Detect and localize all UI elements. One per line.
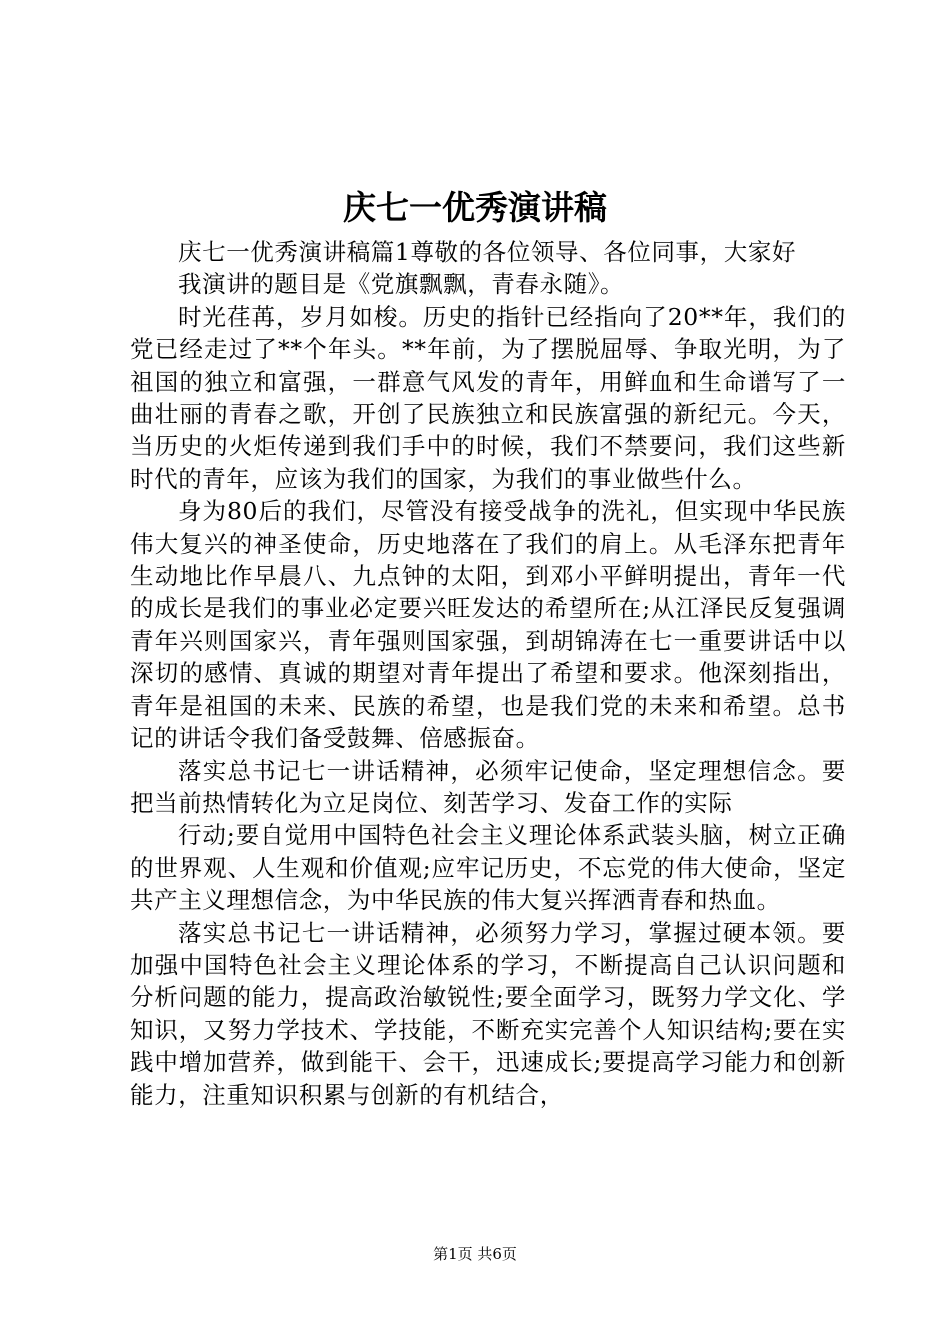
paragraph-study: 落实总书记七一讲话精神，必须努力学习，掌握过硬本领。要加强中国特色社会主义理论体系的学习，不断提高自己认识问题和分析问题的能力，提高政治敏锐性;要全面学习，既努力学文化、学知识，又努力学技术、学技能，不断充实完善个人知识结构;要在实践中增加营养，做到能干、会干，迅速成长;要提高学习能力和创新能力，注重知识积累与创新的有机结合， bbox=[130, 918, 846, 1109]
paragraph-action: 行动;要自觉用中国特色社会主义理论体系武装头脑，树立正确的世界观、人生观和价值观;应牢记历史，不忘党的伟大使命，坚定共产主义理想信念，为中华民族的伟大复兴挥洒青春和热血。 bbox=[130, 821, 846, 915]
paragraph-speech-topic: 我演讲的题目是《党旗飘飘，青春永随》。 bbox=[178, 270, 625, 299]
document-body bbox=[130, 236, 846, 1111]
paragraph-greeting: 庆七一优秀演讲稿篇1尊敬的各位领导、各位同事，大家好 bbox=[178, 238, 797, 266]
paragraph-history: 时光荏苒，岁月如梭。历史的指针已经指向了20**年，我们的党已经走过了**个年头。**年前，为了摆脱屈辱、争取光明，为了祖国的独立和富强，一群意气风发的青年，用鲜血和生命谱写了一曲壮丽的青春之歌，开创了民族独立和民族富强的新纪元。今天，当历史的火炬传递到我们手中的时候，我们不禁要问，我们这些新时代的青年，应该为我们的国家，为我们的事业做些什么。 bbox=[130, 302, 846, 493]
paragraph-ideals: 落实总书记七一讲话精神，必须牢记使命，坚定理想信念。要把当前热情转化为立足岗位、刻苦学习、发奋工作的实际 bbox=[130, 756, 846, 817]
page-number-footer: 第1页 共6页 bbox=[433, 1245, 517, 1263]
document-title: 庆七一优秀演讲稿 bbox=[343, 188, 607, 227]
paragraph-mission: 身为80后的我们，尽管没有接受战争的洗礼，但实现中华民族伟大复兴的神圣使命，历史地落在了我们的肩上。从毛泽东把青年生动地比作早晨八、九点钟的太阳，到邓小平鲜明提出，青年一代的成长是我们的事业必定要兴旺发达的希望所在;从江泽民反复强调青年兴则国家兴，青年强则国家强，到胡锦涛在七一重要讲话中以深切的感情、真诚的期望对青年提出了希望和要求。他深刻指出，青年是祖国的未来、民族的希望，也是我们党的未来和希望。总书记的讲话令我们备受鼓舞、倍感振奋。 bbox=[130, 497, 846, 753]
